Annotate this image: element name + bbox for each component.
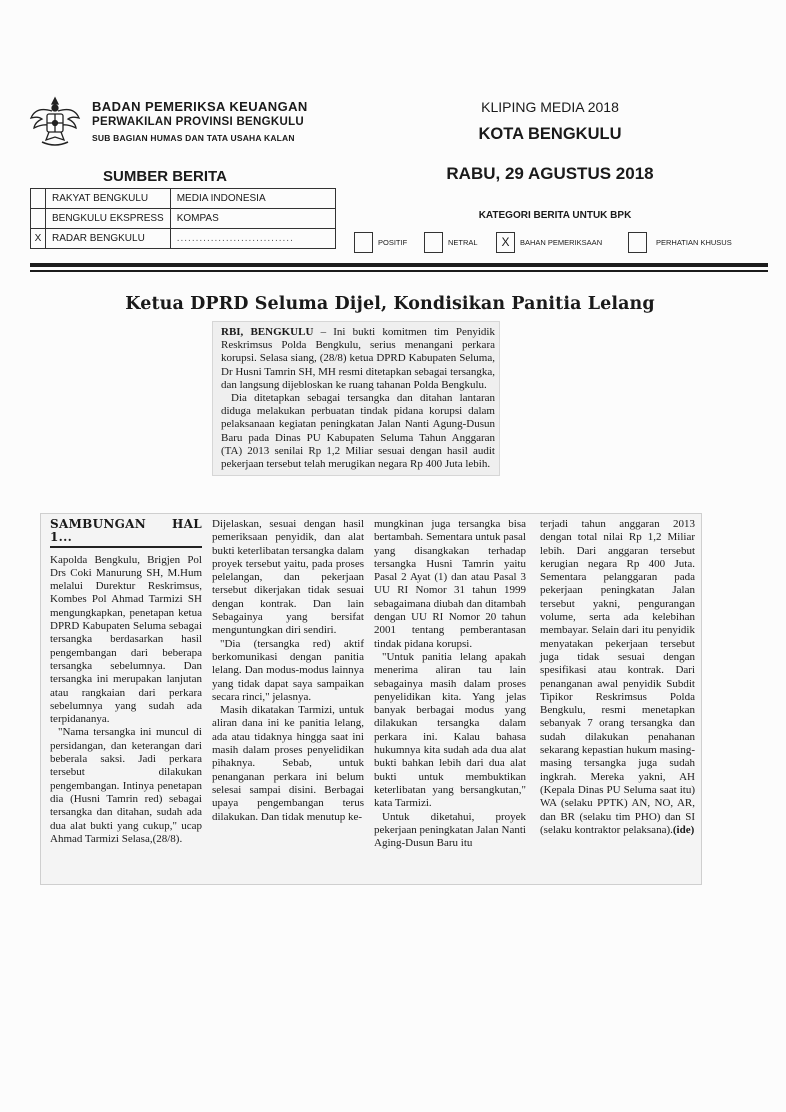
paragraph: "Untuk panitia lelang apakah menerima aliran tau lain sebagainya masih dalam proses penyelidikan kita. Yang jelas banyak berbagai modus yang dilakukan tersangka dalam perkara ini. Kalau bahasa hukumnya kita sudah ada dua alat bukti bahkan lebih dari dua alat bukti untuk membuktikan keterlibatan yang bersangkutan," kata Tarmizi. xyxy=(374,650,526,810)
garuda-emblem-icon xyxy=(28,92,82,150)
article-headline: Ketua DPRD Seluma Dijel, Kondisikan Panitia Lelang xyxy=(125,294,655,314)
category-label: BAHAN PEMERIKSAAN xyxy=(520,238,603,247)
divider xyxy=(30,263,768,267)
article-column-2 xyxy=(212,518,364,824)
divider xyxy=(30,270,768,272)
source-mark xyxy=(31,209,46,229)
article-column-1 xyxy=(50,518,202,846)
kliping-title: KLIPING MEDIA 2018 xyxy=(481,99,619,115)
category-checkbox-positif[interactable] xyxy=(354,232,373,253)
source-row xyxy=(31,189,336,209)
category-label: NETRAL xyxy=(448,238,478,247)
paragraph xyxy=(540,518,695,837)
author-initials: (ide) xyxy=(672,823,695,836)
org-subdivision: SUB BAGIAN HUMAS DAN TATA USAHA KALAN xyxy=(92,133,295,143)
paragraph: Dijelaskan, sesuai dengan hasil pemeriksaan penyidik, dan alat bukti keterlibatan tersangka dalam proyek tersebut yaitu, pada proses pelelangan, dan pekerjaan tersebut dikerjakan tidak sesuai dengan kontrak. Dan lain Sebagainya yang bersifat menguntungkan diri sendiri. xyxy=(212,518,364,637)
category-checkbox-perhatian-khusus[interactable] xyxy=(628,232,647,253)
category-label: PERHATIAN KHUSUS xyxy=(656,238,732,247)
paragraph: mungkinan juga tersangka bisa bertambah. Sementara untuk pasal yang disangkakan terhadap tersangka Husni Tamrin yaitu Pasal 2 Ayat (1) dan atau Pasal 3 UU RI Nomor 31 tahun 1999 sebagaimana diubah dan ditambah dengan UU RI Nomor 20 tahun 2001 tentang pemberantasan tindak pidana korupsi. xyxy=(374,518,526,650)
source-mark xyxy=(31,189,46,209)
lead-paragraph xyxy=(221,326,495,392)
category-checkbox-netral[interactable] xyxy=(424,232,443,253)
article-column-4 xyxy=(540,518,695,837)
source-row xyxy=(31,209,336,229)
paragraph: Masih dikatakan Tarmizi, untuk aliran dana ini ke panitia lelang, ada atau tidaknya hingga saat ini masih dalam proses penyelidikan pihaknya. Sebab, untuk penanganan perkara ini belum selesai sampai disini. Berbagai upaya pengembangan terus dilakukan. Dan tidak menutup ke- xyxy=(212,704,364,823)
dateline: RBI, BENGKULU xyxy=(221,326,314,338)
sumber-berita-label: SUMBER BERITA xyxy=(103,168,227,185)
source-table xyxy=(30,188,336,249)
paragraph: Kapolda Bengkulu, Brigjen Pol Drs Coki Manurung SH, M.Hum melalui Durektur Reskrimsus, Kombes Pol Ahmad Tarmizi SH mengungkapkan, penetapan ketua DPRD Kabupaten Seluma sebagai tersangka berdasarkan hasil pengembangan dari beberapa tersangka sebelumnya. Dan tersangka ini merupakan lanjutan atau rangkaian dari perkara sebelumnya yang sudah ada terpidananya. xyxy=(50,553,202,726)
source-name: MEDIA INDONESIA xyxy=(170,189,335,209)
source-blank: ............................... xyxy=(170,229,335,249)
source-mark: X xyxy=(31,229,46,249)
kota-title: KOTA BENGKULU xyxy=(478,125,622,143)
article-column-3 xyxy=(374,518,526,850)
date-title: RABU, 29 AGUSTUS 2018 xyxy=(446,164,654,183)
source-name: BENGKULU EKSPRESS xyxy=(46,209,171,229)
paragraph-text: terjadi tahun anggaran 2013 dengan total nilai Rp 1,2 Miliar lebih. Dari anggaran tersebut kerugian negara Rp 400 Juta. Sementara pelanggaran pada pekerjaan peningkatan Jalan tersebut yakni, pengurangan volume, serta ada kelebihan membayar. Selain dari itu penyidik menyatakan pekerjaan tersebut juga tidak sesuai dengan spesifikasi atau kontrak. Dari penanganan awal penyidik Subdit Tipikor Reskrimsus Polda Bengkulu, resmi menetapkan sebanyak 7 orang tersangka dan sudah dilakukan penahanan sekarang kepastian hukum masing-masing tersangka juga sudah ingkrah. Mereka yakni, AH (Kepala Dinas PU Seluma saat itu) WA (selaku PPTK) AN, NO, AR, dan BR (selaku tim PHO) dan SI (selaku kontraktor pelaksana). xyxy=(540,518,695,836)
org-name: BADAN PEMERIKSA KEUANGAN xyxy=(92,99,308,114)
category-label: POSITIF xyxy=(378,238,408,247)
lead-paragraph: Dia ditetapkan sebagai tersangka dan ditahan lantaran diduga melakukan perbuatan tindak pidana korupsi dalam pelaksanaan kegiatan peningkatan Jalan Nanti Agung-Dusun Baru pada Dinas PU Kabupaten Seluma Tahun Anggaran (TA) 2013 senilai Rp 1,2 Miliar sesuai dengan hasil audit pekerjaan tersebut telah merugikan negara Rp 400 Juta lebih. xyxy=(221,392,495,471)
category-checkbox-bahan-pemeriksaan[interactable]: X xyxy=(496,232,515,253)
continuation-heading: SAMBUNGAN HAL 1... xyxy=(50,518,202,548)
source-name: KOMPAS xyxy=(170,209,335,229)
org-branch: PERWAKILAN PROVINSI BENGKULU xyxy=(92,116,305,128)
paragraph: Untuk diketahui, proyek pekerjaan peningkatan Jalan Nanti Aging-Dusun Baru itu xyxy=(374,810,526,850)
source-name: RADAR BENGKULU xyxy=(46,229,171,249)
kategori-label: KATEGORI BERITA UNTUK BPK xyxy=(478,210,632,221)
paragraph: "Dia (tersangka red) aktif berkomunikasi dengan panitia lelang. Dan modus-modus lainnya yang tidak dapat saya sampaikan secara rinci," jelasnya. xyxy=(212,637,364,703)
source-row xyxy=(31,229,336,249)
article-lead xyxy=(212,321,500,476)
paragraph: "Nama tersangka ini muncul di persidangan, dan keterangan dari beberala saksi. Jadi perkara tersebut dilakukan pengembangan. Intinya penetapan dia (Husni Tamrin red) sebagai tersangka dan ditahan, sudah ada dua alat bukti yang cukup," ucap Ahmad Tarmizi Selasa,(28/8). xyxy=(50,726,202,845)
lead-text: – Ini bukti komitmen tim Penyidik Reskrimsus Polda Bengkulu, serius menangani perkara korupsi. Selasa siang, (28/8) ketua DPRD Kabupaten Seluma, Dr Husni Tamrin SH, MH resmi ditetapkan sebagai tersangka, dan langsung dijebloskan ke ruang tahanan Polda Bengkulu. xyxy=(221,326,495,391)
source-name: RAKYAT BENGKULU xyxy=(46,189,171,209)
